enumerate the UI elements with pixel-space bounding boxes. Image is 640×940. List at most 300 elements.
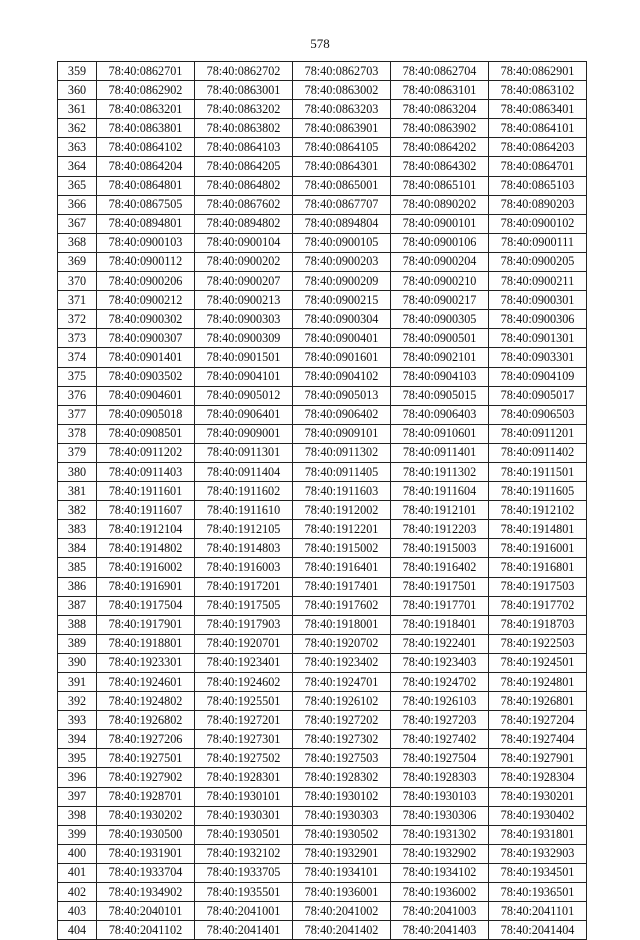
cadastral-number-cell: 78:40:0900309 [195,329,293,348]
cadastral-number-cell: 78:40:1927204 [489,711,587,730]
cadastral-number-cell: 78:40:1912201 [293,520,391,539]
cadastral-number-cell: 78:40:0908501 [97,424,195,443]
cadastral-number-cell: 78:40:1911302 [391,462,489,481]
cadastral-number-cell: 78:40:1922401 [391,634,489,653]
row-number-cell: 366 [58,195,97,214]
table-row [58,692,587,711]
row-number-cell: 383 [58,520,97,539]
cadastral-number-cell: 78:40:0900203 [293,252,391,271]
row-number-cell: 367 [58,214,97,233]
cadastral-number-cell: 78:40:0894802 [195,214,293,233]
cadastral-number-cell: 78:40:0900303 [195,310,293,329]
cadastral-number-cell: 78:40:1924601 [97,673,195,692]
cadastral-number-cell: 78:40:1927504 [391,749,489,768]
cadastral-number-cell: 78:40:1927301 [195,730,293,749]
cadastral-number-cell: 78:40:0867602 [195,195,293,214]
table-body [58,62,587,940]
cadastral-number-cell: 78:40:0910601 [391,424,489,443]
cadastral-number-cell: 78:40:0900209 [293,272,391,291]
cadastral-number-cell: 78:40:0906401 [195,405,293,424]
cadastral-number-cell: 78:40:1911501 [489,462,587,481]
cadastral-number-cell: 78:40:0901501 [195,348,293,367]
cadastral-number-cell: 78:40:1920702 [293,634,391,653]
cadastral-number-cell: 78:40:0906503 [489,405,587,424]
table-row [58,138,587,157]
cadastral-number-cell: 78:40:1936501 [489,883,587,902]
cadastral-number-cell: 78:40:0864203 [489,138,587,157]
cadastral-number-cell: 78:40:1930303 [293,806,391,825]
row-number-cell: 386 [58,577,97,596]
row-number-cell: 394 [58,730,97,749]
cadastral-number-cell: 78:40:1924702 [391,673,489,692]
cadastral-number-cell: 78:40:1924801 [489,673,587,692]
row-number-cell: 404 [58,921,97,940]
cadastral-number-cell: 78:40:1917505 [195,596,293,615]
cadastral-number-cell: 78:40:1930502 [293,825,391,844]
cadastral-number-cell: 78:40:1934102 [391,863,489,882]
cadastral-number-cell: 78:40:0911201 [489,424,587,443]
cadastral-number-cell: 78:40:0900302 [97,310,195,329]
cadastral-number-cell: 78:40:0864105 [293,138,391,157]
table-row [58,539,587,558]
cadastral-number-cell: 78:40:2041102 [97,921,195,940]
cadastral-number-cell: 78:40:0864301 [293,157,391,176]
cadastral-number-cell: 78:40:1930202 [97,806,195,825]
cadastral-number-cell: 78:40:0900202 [195,252,293,271]
cadastral-number-cell: 78:40:1928304 [489,768,587,787]
cadastral-number-cell: 78:40:1917702 [489,596,587,615]
cadastral-number-cell: 78:40:1917201 [195,577,293,596]
row-number-cell: 387 [58,596,97,615]
row-number-cell: 370 [58,272,97,291]
table-row [58,558,587,577]
cadastral-number-cell: 78:40:1911607 [97,501,195,520]
cadastral-number-cell: 78:40:0905017 [489,386,587,405]
cadastral-number-cell: 78:40:1932902 [391,844,489,863]
cadastral-number-cell: 78:40:1932102 [195,844,293,863]
cadastral-number-cell: 78:40:1927502 [195,749,293,768]
cadastral-number-cell: 78:40:1917504 [97,596,195,615]
table-row [58,844,587,863]
cadastral-number-cell: 78:40:0863201 [97,100,195,119]
cadastral-number-cell: 78:40:1931801 [489,825,587,844]
cadastral-number-cell: 78:40:0901601 [293,348,391,367]
cadastral-number-cell: 78:40:1927206 [97,730,195,749]
table-row [58,195,587,214]
cadastral-number-cell: 78:40:1927203 [391,711,489,730]
table-row [58,883,587,902]
row-number-cell: 360 [58,81,97,100]
table-row [58,921,587,940]
cadastral-number-cell: 78:40:0905015 [391,386,489,405]
table-row [58,367,587,386]
table-row [58,577,587,596]
table-row [58,520,587,539]
cadastral-number-cell: 78:40:0900102 [489,214,587,233]
cadastral-number-cell: 78:40:0863401 [489,100,587,119]
row-number-cell: 363 [58,138,97,157]
cadastral-number-cell: 78:40:2041003 [391,902,489,921]
cadastral-number-cell: 78:40:1916001 [489,539,587,558]
cadastral-number-cell: 78:40:0900211 [489,272,587,291]
cadastral-number-cell: 78:40:0863901 [293,119,391,138]
cadastral-number-cell: 78:40:1927404 [489,730,587,749]
cadastral-number-cell: 78:40:1912101 [391,501,489,520]
row-number-cell: 390 [58,653,97,672]
cadastral-number-cell: 78:40:0911301 [195,443,293,462]
cadastral-number-cell: 78:40:0900305 [391,310,489,329]
cadastral-number-cell: 78:40:1932901 [293,844,391,863]
row-number-cell: 365 [58,176,97,195]
cadastral-number-cell: 78:40:1918703 [489,615,587,634]
row-number-cell: 377 [58,405,97,424]
cadastral-number-cell: 78:40:0909001 [195,424,293,443]
cadastral-number-cell: 78:40:0904601 [97,386,195,405]
cadastral-number-cell: 78:40:0900212 [97,291,195,310]
table-row [58,233,587,252]
cadastral-number-cell: 78:40:0904109 [489,367,587,386]
table-row [58,730,587,749]
cadastral-number-cell: 78:40:0900215 [293,291,391,310]
table-row [58,405,587,424]
table-row [58,634,587,653]
row-number-cell: 388 [58,615,97,634]
cadastral-number-cell: 78:40:1926801 [489,692,587,711]
table-row [58,615,587,634]
cadastral-number-cell: 78:40:1927901 [489,749,587,768]
cadastral-number-cell: 78:40:0906403 [391,405,489,424]
cadastral-number-cell: 78:40:0900205 [489,252,587,271]
cadastral-number-cell: 78:40:0901401 [97,348,195,367]
cadastral-number-cell: 78:40:1916401 [293,558,391,577]
cadastral-number-cell: 78:40:0900104 [195,233,293,252]
cadastral-number-cell: 78:40:0911401 [391,443,489,462]
cadastral-number-cell: 78:40:0863102 [489,81,587,100]
cadastral-number-cell: 78:40:1914803 [195,539,293,558]
table-row [58,157,587,176]
cadastral-number-cell: 78:40:0906402 [293,405,391,424]
table-row [58,825,587,844]
cadastral-number-cell: 78:40:0863802 [195,119,293,138]
cadastral-number-cell: 78:40:0890202 [391,195,489,214]
table-row [58,768,587,787]
table-row [58,443,587,462]
cadastral-number-cell: 78:40:0894804 [293,214,391,233]
table-row [58,462,587,481]
cadastral-number-cell: 78:40:0900210 [391,272,489,291]
cadastral-number-cell: 78:40:0863801 [97,119,195,138]
cadastral-number-cell: 78:40:1912105 [195,520,293,539]
cadastral-number-cell: 78:40:0865101 [391,176,489,195]
cadastral-number-cell: 78:40:1912102 [489,501,587,520]
cadastral-number-cell: 78:40:0902101 [391,348,489,367]
cadastral-number-cell: 78:40:1917503 [489,577,587,596]
cadastral-number-cell: 78:40:1930201 [489,787,587,806]
cadastral-number-cell: 78:40:0864101 [489,119,587,138]
table-row [58,711,587,730]
cadastral-number-cell: 78:40:1914802 [97,539,195,558]
cadastral-number-cell: 78:40:1917701 [391,596,489,615]
cadastral-number-cell: 78:40:1914801 [489,520,587,539]
cadastral-number-cell: 78:40:0905018 [97,405,195,424]
row-number-cell: 393 [58,711,97,730]
cadastral-number-cell: 78:40:1923402 [293,653,391,672]
cadastral-number-cell: 78:40:1911610 [195,501,293,520]
cadastral-number-cell: 78:40:0864801 [97,176,195,195]
cadastral-number-cell: 78:40:0904103 [391,367,489,386]
cadastral-number-cell: 78:40:0900106 [391,233,489,252]
cadastral-number-cell: 78:40:1916002 [97,558,195,577]
cadastral-number-cell: 78:40:1930500 [97,825,195,844]
row-number-cell: 369 [58,252,97,271]
cadastral-number-cell: 78:40:0900105 [293,233,391,252]
cadastral-number-cell: 78:40:1916801 [489,558,587,577]
cadastral-number-cell: 78:40:1923401 [195,653,293,672]
cadastral-number-cell: 78:40:2041404 [489,921,587,940]
row-number-cell: 374 [58,348,97,367]
table-row [58,81,587,100]
cadastral-number-cell: 78:40:1916003 [195,558,293,577]
table-row [58,291,587,310]
cadastral-number-cell: 78:40:0911405 [293,462,391,481]
row-number-cell: 364 [58,157,97,176]
row-number-cell: 397 [58,787,97,806]
cadastral-number-cell: 78:40:1931302 [391,825,489,844]
cadastral-number-cell: 78:40:1915003 [391,539,489,558]
row-number-cell: 401 [58,863,97,882]
table-row [58,348,587,367]
cadastral-number-cell: 78:40:2041002 [293,902,391,921]
table-row [58,424,587,443]
cadastral-number-cell: 78:40:0863002 [293,81,391,100]
cadastral-number-cell: 78:40:0900103 [97,233,195,252]
cadastral-number-cell: 78:40:1917401 [293,577,391,596]
cadastral-number-cell: 78:40:0864302 [391,157,489,176]
page-number: 578 [310,36,330,51]
table-row [58,787,587,806]
row-number-cell: 379 [58,443,97,462]
row-number-cell: 398 [58,806,97,825]
cadastral-number-cell: 78:40:1930306 [391,806,489,825]
row-number-cell: 368 [58,233,97,252]
cadastral-number-cell: 78:40:0862703 [293,62,391,81]
cadastral-number-cell: 78:40:0900304 [293,310,391,329]
cadastral-number-cell: 78:40:2041403 [391,921,489,940]
row-number-cell: 380 [58,462,97,481]
cadastral-number-cell: 78:40:1934101 [293,863,391,882]
cadastral-number-cell: 78:40:1918801 [97,634,195,653]
cadastral-number-cell: 78:40:1935501 [195,883,293,902]
cadastral-number-cell: 78:40:0900501 [391,329,489,348]
cadastral-number-cell: 78:40:2041401 [195,921,293,940]
cadastral-number-cell: 78:40:1911601 [97,482,195,501]
cadastral-number-cell: 78:40:0900301 [489,291,587,310]
cadastral-number-cell: 78:40:0900101 [391,214,489,233]
cadastral-number-cell: 78:40:0909101 [293,424,391,443]
row-number-cell: 400 [58,844,97,863]
row-number-cell: 373 [58,329,97,348]
table-row [58,310,587,329]
cadastral-number-cell: 78:40:0862704 [391,62,489,81]
cadastral-number-cell: 78:40:1928301 [195,768,293,787]
cadastral-number-cell: 78:40:1927202 [293,711,391,730]
table-row [58,176,587,195]
cadastral-number-cell: 78:40:1926802 [97,711,195,730]
cadastral-number-cell: 78:40:0911402 [489,443,587,462]
table-row [58,386,587,405]
table-row [58,673,587,692]
row-number-cell: 372 [58,310,97,329]
table-row [58,214,587,233]
cadastral-number-cell: 78:40:1918401 [391,615,489,634]
cadastral-number-cell: 78:40:1927302 [293,730,391,749]
cadastral-number-cell: 78:40:0863204 [391,100,489,119]
cadastral-number-cell: 78:40:0900206 [97,272,195,291]
cadastral-number-cell: 78:40:1924501 [489,653,587,672]
cadastral-number-cell: 78:40:0864202 [391,138,489,157]
cadastral-number-cell: 78:40:1931901 [97,844,195,863]
cadastral-number-cell: 78:40:1928303 [391,768,489,787]
cadastral-number-cell: 78:40:0867505 [97,195,195,214]
cadastral-number-cell: 78:40:0865001 [293,176,391,195]
cadastral-number-cell: 78:40:1923403 [391,653,489,672]
row-number-cell: 371 [58,291,97,310]
cadastral-number-cell: 78:40:0867707 [293,195,391,214]
cadastral-number-cell: 78:40:0894801 [97,214,195,233]
cadastral-number-cell: 78:40:2040101 [97,902,195,921]
cadastral-number-cell: 78:40:0864204 [97,157,195,176]
table-row [58,749,587,768]
cadastral-number-cell: 78:40:0890203 [489,195,587,214]
cadastral-number-cell: 78:40:0864103 [195,138,293,157]
cadastral-number-cell: 78:40:0862901 [489,62,587,81]
cadastral-number-cell: 78:40:0900307 [97,329,195,348]
cadastral-number-cell: 78:40:1918001 [293,615,391,634]
row-number-cell: 384 [58,539,97,558]
row-number-cell: 362 [58,119,97,138]
cadastral-number-cell: 78:40:1911603 [293,482,391,501]
cadastral-number-cell: 78:40:0900111 [489,233,587,252]
cadastral-number-cell: 78:40:0863101 [391,81,489,100]
cadastral-number-cell: 78:40:1936002 [391,883,489,902]
cadastral-number-cell: 78:40:0863902 [391,119,489,138]
cadastral-number-cell: 78:40:1936001 [293,883,391,902]
row-number-cell: 402 [58,883,97,902]
table-row [58,62,587,81]
row-number-cell: 391 [58,673,97,692]
cadastral-number-cell: 78:40:0865103 [489,176,587,195]
cadastral-number-cell: 78:40:0900401 [293,329,391,348]
cadastral-number-cell: 78:40:0863202 [195,100,293,119]
table-row [58,329,587,348]
cadastral-number-cell: 78:40:1922503 [489,634,587,653]
cadastral-number-cell: 78:40:1917501 [391,577,489,596]
cadastral-number-cell: 78:40:1924602 [195,673,293,692]
row-number-cell: 399 [58,825,97,844]
cadastral-number-cell: 78:40:1930402 [489,806,587,825]
row-number-cell: 378 [58,424,97,443]
table-row [58,653,587,672]
cadastral-number-cell: 78:40:0864102 [97,138,195,157]
cadastral-number-cell: 78:40:0911404 [195,462,293,481]
cadastral-number-cell: 78:40:1912203 [391,520,489,539]
cadastral-number-cell: 78:40:1932903 [489,844,587,863]
cadastral-number-cell: 78:40:0862902 [97,81,195,100]
cadastral-number-cell: 78:40:2041001 [195,902,293,921]
cadastral-number-cell: 78:40:0905013 [293,386,391,405]
cadastral-number-cell: 78:40:1933705 [195,863,293,882]
cadastral-number-cell: 78:40:0900213 [195,291,293,310]
cadastral-number-cell: 78:40:0863203 [293,100,391,119]
table-row [58,252,587,271]
table-row [58,863,587,882]
cadastral-number-cell: 78:40:1917903 [195,615,293,634]
cadastral-number-cell: 78:40:1916402 [391,558,489,577]
cadastral-number-cell: 78:40:1927503 [293,749,391,768]
row-number-cell: 382 [58,501,97,520]
row-number-cell: 361 [58,100,97,119]
cadastral-number-cell: 78:40:0864802 [195,176,293,195]
cadastral-number-cell: 78:40:0903301 [489,348,587,367]
cadastral-number-cell: 78:40:1927402 [391,730,489,749]
cadastral-number-cell: 78:40:1928701 [97,787,195,806]
cadastral-number-cell: 78:40:1927501 [97,749,195,768]
cadastral-number-cell: 78:40:1917901 [97,615,195,634]
cadastral-number-cell: 78:40:1911605 [489,482,587,501]
cadastral-number-cell: 78:40:0900204 [391,252,489,271]
cadastral-number-cell: 78:40:1930501 [195,825,293,844]
cadastral-number-cell: 78:40:0904102 [293,367,391,386]
table-row [58,482,587,501]
cadastral-number-cell: 78:40:0911202 [97,443,195,462]
table-row [58,119,587,138]
cadastral-number-cell: 78:40:1925501 [195,692,293,711]
cadastral-number-cell: 78:40:1926103 [391,692,489,711]
row-number-cell: 359 [58,62,97,81]
cadastral-number-cell: 78:40:1924802 [97,692,195,711]
cadastral-number-cell: 78:40:0905012 [195,386,293,405]
cadastral-number-cell: 78:40:0911302 [293,443,391,462]
cadastral-number-cell: 78:40:0864701 [489,157,587,176]
cadastral-number-cell: 78:40:1930101 [195,787,293,806]
cadastral-number-cell: 78:40:1928302 [293,768,391,787]
cadastral-number-cell: 78:40:1933704 [97,863,195,882]
table-row [58,100,587,119]
table-row [58,806,587,825]
cadastral-number-cell: 78:40:0904101 [195,367,293,386]
cadastral-number-cell: 78:40:0900306 [489,310,587,329]
table-row [58,272,587,291]
row-number-cell: 385 [58,558,97,577]
cadastral-number-cell: 78:40:1930102 [293,787,391,806]
row-number-cell: 389 [58,634,97,653]
row-number-cell: 392 [58,692,97,711]
cadastral-number-cell: 78:40:0901301 [489,329,587,348]
cadastral-number-cell: 78:40:0903502 [97,367,195,386]
cadastral-number-cell: 78:40:0900217 [391,291,489,310]
cadastral-number-cell: 78:40:1927902 [97,768,195,787]
cadastral-number-cell: 78:40:0900112 [97,252,195,271]
cadastral-number-cell: 78:40:1917602 [293,596,391,615]
row-number-cell: 396 [58,768,97,787]
cadastral-number-cell: 78:40:1930103 [391,787,489,806]
cadastral-number-cell: 78:40:0864205 [195,157,293,176]
cadastral-number-cell: 78:40:2041402 [293,921,391,940]
table-row [58,902,587,921]
cadastral-number-cell: 78:40:2041101 [489,902,587,921]
row-number-cell: 395 [58,749,97,768]
row-number-cell: 375 [58,367,97,386]
